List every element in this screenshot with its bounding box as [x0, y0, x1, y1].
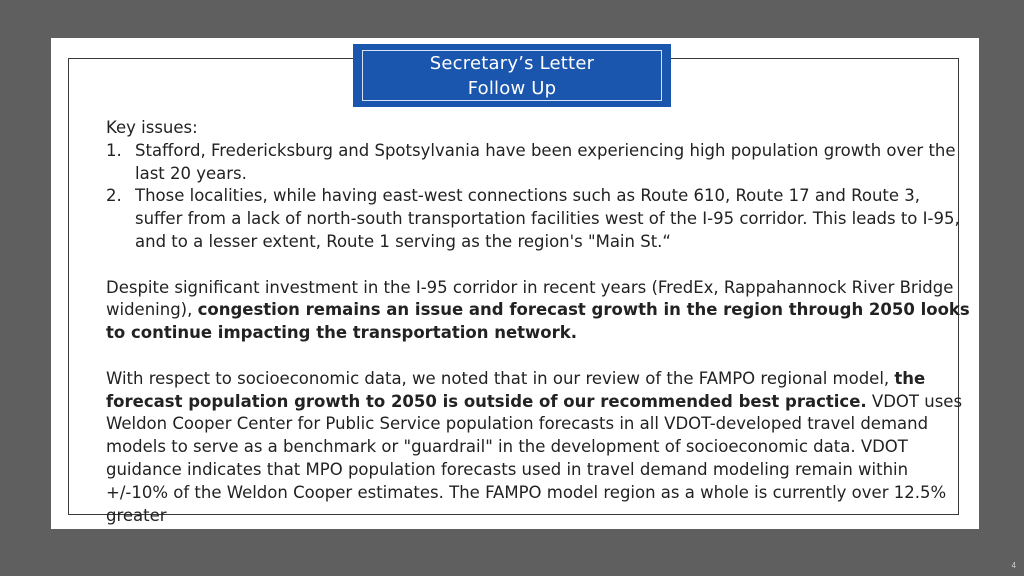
issue-number: 1.	[106, 140, 122, 160]
spacer	[106, 254, 971, 277]
congestion-text: Despite significant investment in the I-95 corridor in recent years (FredEx, Rappahannock River Bridge widening),	[106, 277, 954, 320]
slide-body	[106, 117, 971, 527]
spacer	[106, 345, 971, 368]
issue-item-2	[106, 185, 971, 253]
issue-number: 2.	[106, 186, 122, 206]
congestion-emphasis: congestion remains an issue and forecast growth in the region through 2050 looks to continue impacting the transportation network.	[106, 300, 970, 343]
title-line-2: Follow Up	[467, 77, 557, 99]
socioeconomic-text-end: VDOT uses Weldon Cooper Center for Public Service population forecasts in all VDOT-developed travel demand models to serve as a benchmark or "guardrail" in the development of socioeconomic data. VDOT guidance indicates that MPO population forecasts used in travel demand modeling remain within +/-10% of the Weldon Cooper estimates. The FAMPO model region as a whole is currently over 12.5% greater	[106, 391, 963, 525]
content-frame	[68, 58, 970, 525]
slide-page	[51, 38, 979, 529]
issue-text: Those localities, while having east-west connections such as Route 610, Route 17 and Route 3, suffer from a lack of north-south transportation facilities west of the I-95 corridor. This leads to I-95, and to a lesser extent, Route 1 serving as the region's "Main St.“	[135, 186, 960, 251]
socioeconomic-paragraph	[106, 368, 971, 528]
socioeconomic-text-start: With respect to socioeconomic data, we noted that in our review of the FAMPO regional model,	[106, 368, 895, 388]
issue-text: Stafford, Fredericksburg and Spotsylvania have been experiencing high population growth over the last 20 years.	[135, 140, 956, 183]
title-banner-inner	[362, 50, 662, 101]
title-line-1: Secretary’s Letter	[429, 52, 595, 74]
issue-item-1	[106, 140, 971, 186]
title-banner	[353, 44, 671, 107]
key-issues-heading: Key issues:	[106, 118, 198, 137]
congestion-paragraph	[106, 277, 971, 345]
issues-list	[106, 140, 971, 254]
page-number: 4	[1011, 561, 1016, 570]
socioeconomic-emphasis: the forecast population growth to 2050 is outside of our recommended best practice.	[106, 368, 926, 411]
